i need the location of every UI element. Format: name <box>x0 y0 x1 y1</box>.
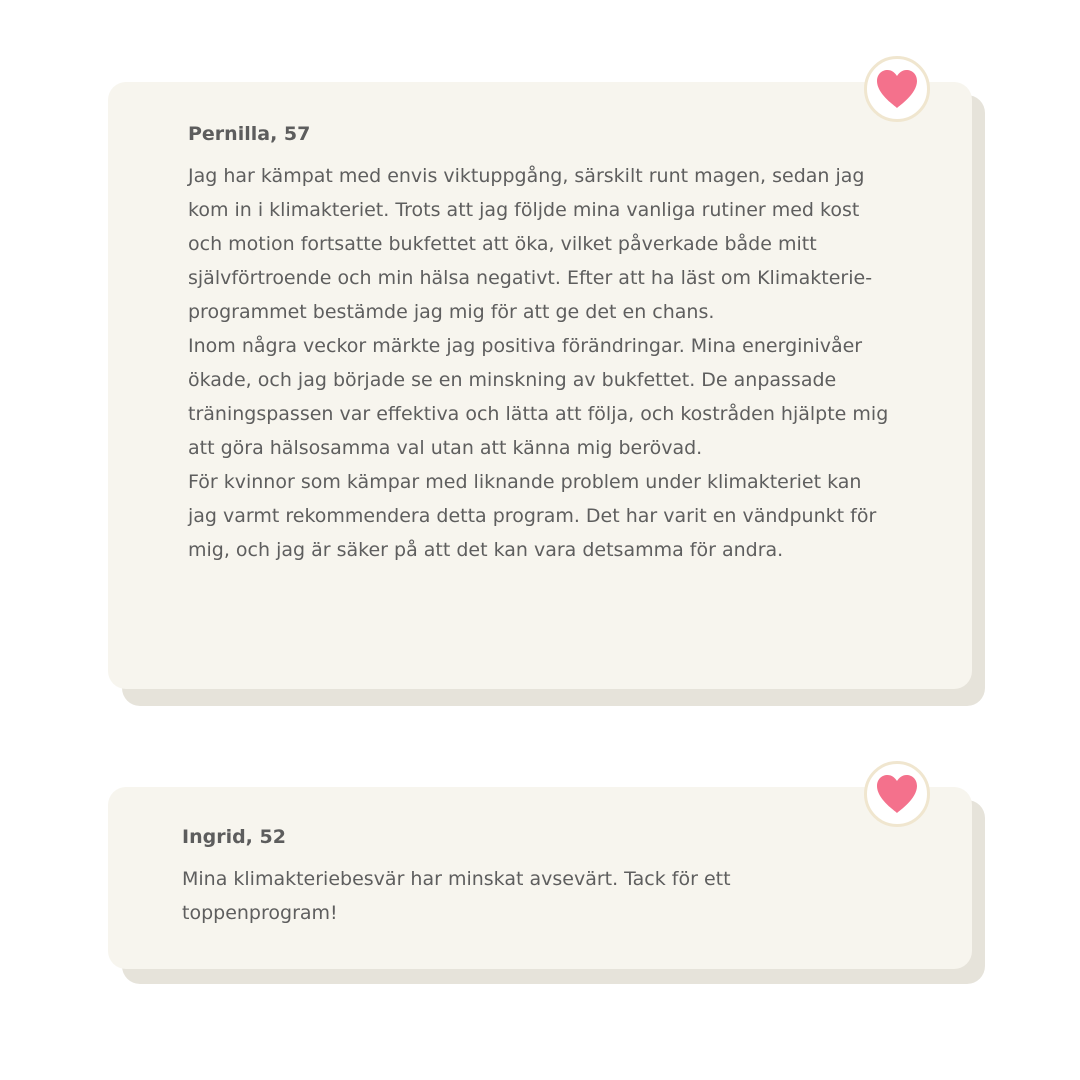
testimonial-author: Ingrid, 52 <box>182 826 286 848</box>
testimonial-text <box>182 862 742 930</box>
heart-icon <box>874 773 920 815</box>
testimonial-card <box>108 787 972 969</box>
testimonial-paragraph: Inom några veckor märkte jag positiva förändringar. Mina energinivåer ökade, och jag började se en minskning av bukfettet. De anpassade träningspassen var effektiva och lätta att följa, och kostråden hjälpte mig att göra hälsosamma val utan att känna mig berövad. <box>188 334 889 459</box>
heart-icon <box>874 68 920 110</box>
testimonial-author: Pernilla, 57 <box>188 123 311 145</box>
testimonial-text <box>188 159 892 567</box>
testimonial-paragraph: För kvinnor som kämpar med liknande problem under klimakteriet kan jag varmt rekommendera detta program. Det har varit en vändpunkt för mig, och jag är säker på att det kan vara detsamma för andra. <box>188 470 877 561</box>
testimonial-paragraph: Mina klimakteriebesvär har minskat avsevärt. Tack för ett toppenprogram! <box>182 867 731 924</box>
testimonial-card <box>108 82 972 689</box>
testimonial-paragraph: Jag har kämpat med envis viktuppgång, särskilt runt magen, sedan jag kom in i klimakteriet. Trots att jag följde mina vanliga rutiner med kost och motion fortsatte bukfettet att öka, vilket påverkade både mitt självförtroende och min hälsa negativt. Efter att ha läst om Klimakterie-programmet bestämde jag mig för att ge det en chans. <box>188 164 873 323</box>
heart-badge <box>864 761 930 827</box>
heart-badge <box>864 56 930 122</box>
